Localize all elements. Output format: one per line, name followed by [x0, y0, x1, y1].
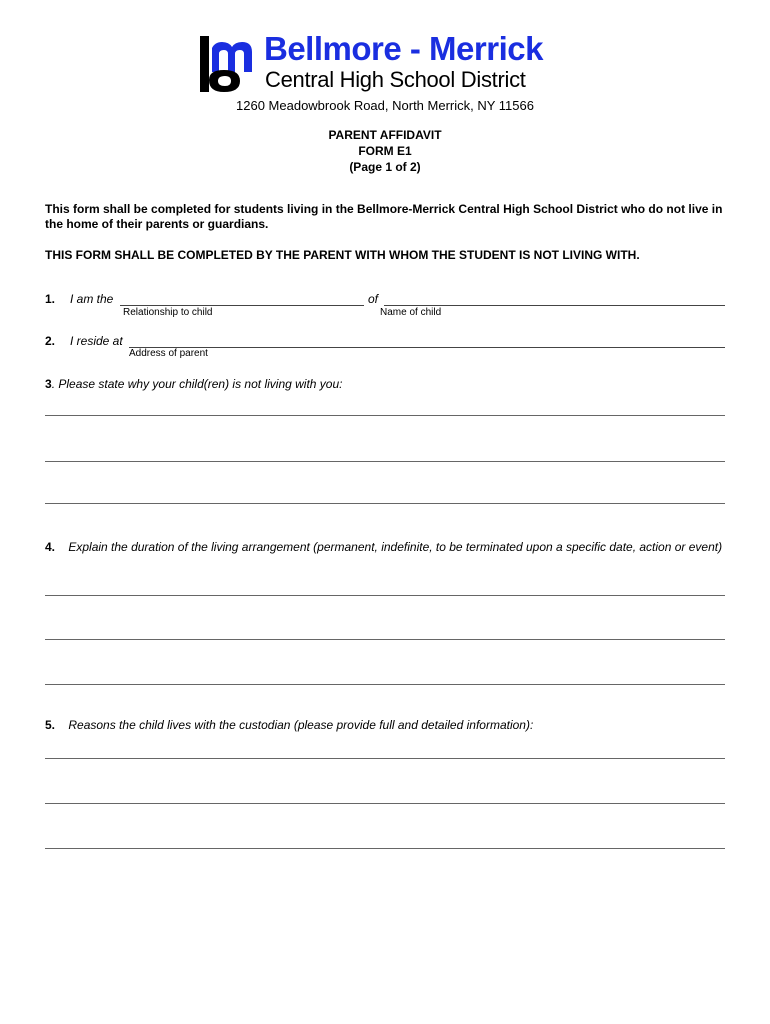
q3-number: 3	[45, 377, 52, 391]
q1-label: I am the	[70, 292, 114, 306]
q1-of-label: of	[368, 292, 379, 306]
logo-district-name: Bellmore - Merrick	[264, 30, 543, 67]
q5-answer-line-1[interactable]	[45, 758, 725, 759]
relationship-hint: Relationship to child	[123, 307, 213, 318]
parent-address-hint: Address of parent	[129, 348, 208, 359]
district-address: 1260 Meadowbrook Road, North Merrick, NY 11566	[236, 98, 534, 113]
q3-answer-line-2[interactable]	[45, 461, 725, 462]
q3-answer-line-1[interactable]	[45, 415, 725, 416]
form-title: PARENT AFFIDAVIT	[328, 128, 442, 142]
page-indicator: (Page 1 of 2)	[349, 160, 421, 174]
q1-number: 1.	[45, 292, 56, 306]
q4-answer-line-3[interactable]	[45, 684, 725, 685]
relationship-field[interactable]	[120, 305, 364, 306]
q2-number: 2.	[45, 334, 56, 348]
q2-label: I reside at	[70, 334, 123, 348]
intro-paragraph: This form shall be completed for students living in the Bellmore-Merrick Central High School District who do not live in the home of their parents or guardians.	[45, 202, 723, 231]
q5-answer-line-2[interactable]	[45, 803, 725, 804]
parent-address-field[interactable]	[129, 347, 725, 348]
q5-answer-line-3[interactable]	[45, 848, 725, 849]
q4-answer-line-2[interactable]	[45, 639, 725, 640]
district-logo-icon	[198, 34, 262, 96]
logo-district-subtitle: Central High School District	[265, 67, 526, 92]
child-name-hint: Name of child	[380, 307, 442, 318]
child-name-field[interactable]	[384, 305, 725, 306]
q5-number: 5.	[45, 718, 56, 732]
q5-text: Reasons the child lives with the custodian (please provide full and detailed information):	[68, 718, 534, 732]
q3-text: . Please state why your child(ren) is not living with you:	[51, 377, 343, 391]
q4-text: Explain the duration of the living arrangement (permanent, indefinite, to be terminated upon a specific date, action or event)	[68, 540, 723, 554]
q3-answer-line-3[interactable]	[45, 503, 725, 504]
q5-prompt	[45, 716, 533, 734]
q4-prompt	[45, 539, 735, 555]
notice-paragraph: THIS FORM SHALL BE COMPLETED BY THE PARENT WITH WHOM THE STUDENT IS NOT LIVING WITH.	[45, 248, 640, 262]
q4-number: 4.	[45, 540, 56, 554]
q3-prompt	[45, 375, 342, 393]
form-code: FORM E1	[358, 144, 412, 158]
q4-answer-line-1[interactable]	[45, 595, 725, 596]
